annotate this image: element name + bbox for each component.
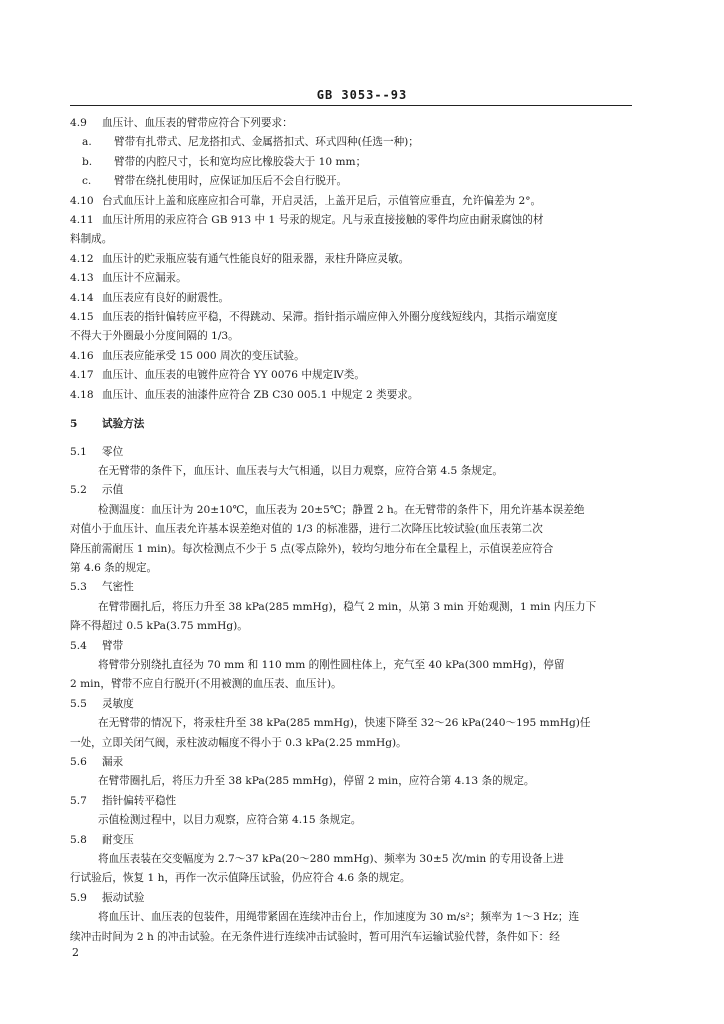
header-rule <box>70 105 632 106</box>
clause-number: 5.7 <box>70 794 87 807</box>
page-number: 2 <box>72 946 79 959</box>
clause-text: 血压表的指针偏转应平稳，不得跳动、呆滞。指针指示端应伸入外圈分度线短线内，其指示端宽度 <box>102 311 558 324</box>
clause-title: 指针偏转平稳性 <box>102 794 177 807</box>
clause-number: 4.13 <box>70 272 94 285</box>
document-body <box>70 114 636 947</box>
clause-number: 5.5 <box>70 697 87 710</box>
clause-4-14 <box>70 289 636 308</box>
clause-4-9-a <box>70 133 636 152</box>
clause-5-5-heading <box>70 695 636 714</box>
paragraph-line: 对值小于血压计、血压表允许基本误差绝对值的 1/3 的标准器，进行二次降压比较试验(血压表第二次 <box>70 523 543 536</box>
clause-title: 零位 <box>102 445 124 458</box>
clause-5-9-heading <box>70 889 636 908</box>
clause-number: 4.11 <box>70 214 94 227</box>
clause-title: 气密性 <box>102 581 134 594</box>
clause-4-9-b <box>70 153 636 172</box>
paragraph-line: 行试验后，恢复 1 h，再作一次示值降压试验，仍应符合 4.6 条的规定。 <box>70 872 411 885</box>
clause-number: 4.10 <box>70 194 94 207</box>
clause-text: 血压计的贮汞瓶应装有通气性能良好的阻汞器，汞柱升降应灵敏。 <box>102 252 410 265</box>
clause-number: 4.18 <box>70 388 94 401</box>
clause-title: 示值 <box>102 484 124 497</box>
list-text: 臂带在绕扎使用时，应保证加压后不会自行脱开。 <box>114 175 348 188</box>
paragraph-line: 检测温度：血压计为 20±10℃，血压表为 20±5℃；静置 2 h。在无臂带的条件下，用允许基本误差绝 <box>98 503 585 516</box>
clause-5-7-heading <box>70 792 636 811</box>
clause-4-9 <box>70 114 636 133</box>
clause-number: 4.17 <box>70 369 94 382</box>
clause-4-15-cont: 不得大于外圈最小分度间隔的 1/3。 <box>70 330 239 343</box>
clause-title: 漏汞 <box>102 756 124 768</box>
section-title: 试验方法 <box>102 418 145 431</box>
clause-text: 血压计、血压表的臂带应符合下列要求： <box>102 117 293 129</box>
paragraph-line: 在无臂带的情况下，将汞柱升至 38 kPa(285 mmHg)，快速下降至 32～26 kPa(240～195 mmHg)任 <box>98 717 591 730</box>
clause-number: 5.6 <box>70 756 87 768</box>
clause-number: 5.3 <box>70 581 87 594</box>
paragraph-line: 降不得超过 0.5 kPa(3.75 mmHg)。 <box>70 620 248 633</box>
clause-number: 4.9 <box>70 117 87 129</box>
clause-title: 臂带 <box>102 639 124 652</box>
clause-4-11-cont: 料制成。 <box>70 233 113 246</box>
clause-4-15 <box>70 308 636 327</box>
clause-5-6-heading <box>70 753 636 772</box>
section-5-heading <box>70 415 636 434</box>
clause-5-8-heading <box>70 831 636 850</box>
clause-4-13 <box>70 269 636 288</box>
clause-title: 振动试验 <box>102 891 145 904</box>
list-letter: b. <box>82 155 93 168</box>
paragraph-line: 续冲击时间为 2 h 的冲击试验。在无条件进行连续冲击试验时，暂可用汽车运输试验代替，条件如下：经 <box>70 930 560 943</box>
clause-number: 5.1 <box>70 445 87 458</box>
paragraph-line: 在无臂带的条件下，血压计、血压表与大气相通，以目力观察，应符合第 4.5 条规定。 <box>98 464 503 477</box>
clause-number: 5.4 <box>70 639 87 652</box>
paragraph-line: 在臂带圈扎后，将压力升至 38 kPa(285 mmHg)，稳气 2 min，从第 3 min 开始观测，1 min 内压力下 <box>98 600 597 613</box>
paragraph-line: 将血压计、血压表的包装件，用绳带紧固在连续冲击台上，作加速度为 30 m/s²；频率为 1～3 Hz；连 <box>98 911 580 924</box>
clause-4-10 <box>70 192 636 211</box>
clause-number: 4.15 <box>70 311 94 324</box>
clause-text: 血压计不应漏汞。 <box>102 272 187 285</box>
clause-text: 血压表应有良好的耐震性。 <box>102 291 230 304</box>
clause-4-17 <box>70 366 636 385</box>
paragraph-line: 降压前需耐压 1 min)。每次检测点不少于 5 点(零点除外)，较均匀地分布在全量程上，示值误差应符合 <box>70 542 554 555</box>
clause-4-9-c <box>70 172 636 191</box>
clause-number: 5.8 <box>70 833 87 846</box>
clause-number: 4.14 <box>70 291 94 304</box>
section-number: 5 <box>70 418 78 431</box>
clause-number: 4.12 <box>70 252 94 265</box>
clause-text: 台式血压计上盖和底座应扣合可靠，开启灵活，上盖开足后，示值管应垂直，允许偏差为 2°。 <box>102 194 542 207</box>
page-header: GB 3053--93 <box>316 88 408 102</box>
clause-4-12 <box>70 250 636 269</box>
clause-text: 血压计、血压表的油漆件应符合 ZB C30 005.1 中规定 2 类要求。 <box>102 388 419 401</box>
paragraph-line: 2 min，臂带不应自行脱开(不用被测的血压表、血压计)。 <box>70 678 342 691</box>
list-letter: a. <box>82 136 92 149</box>
clause-text: 血压计、血压表的电镀件应符合 YY 0076 中规定Ⅳ类。 <box>102 369 365 382</box>
clause-text: 血压计所用的汞应符合 GB 913 中 1 号汞的规定。凡与汞直接接触的零件均应由耐汞腐蚀的材 <box>102 214 544 227</box>
clause-5-2-heading <box>70 481 636 500</box>
clause-5-3-heading <box>70 578 636 597</box>
paragraph-line: 第 4.6 条的规定。 <box>70 561 158 574</box>
clause-4-18 <box>70 386 636 405</box>
clause-number: 5.2 <box>70 484 87 497</box>
list-letter: c. <box>82 175 92 188</box>
clause-title: 灵敏度 <box>102 697 134 710</box>
paragraph-line: 示值检测过程中，以目力观察，应符合第 4.15 条规定。 <box>98 814 362 827</box>
clause-text: 血压表应能承受 15 000 周次的变压试验。 <box>102 349 305 362</box>
paragraph-line: 在臂带圈扎后，将压力升至 38 kPa(285 mmHg)，停留 2 min，应符合第 4.13 条的规定。 <box>98 775 535 788</box>
paragraph-line: 将臂带分别绕扎直径为 70 mm 和 110 mm 的刚性圆柱体上，充气至 40 kPa(300 mmHg)，停留 <box>98 658 565 671</box>
paragraph-line: 将血压表装在交变幅度为 2.7～37 kPa(20～280 mmHg)、频率为 30±5 次/min 的专用设备上进 <box>98 853 564 866</box>
clause-number: 5.9 <box>70 891 87 904</box>
clause-4-16 <box>70 347 636 366</box>
clause-number: 4.16 <box>70 349 94 362</box>
clause-5-4-heading <box>70 637 636 656</box>
paragraph-line: 一处，立即关闭气阀，汞柱波动幅度不得小于 0.3 kPa(2.25 mmHg)。 <box>70 736 407 749</box>
list-text: 臂带有扎带式、尼龙搭扣式、金属搭扣式、环式四种(任选一种)； <box>114 136 419 149</box>
clause-5-1-heading <box>70 443 636 462</box>
clause-4-11 <box>70 211 636 230</box>
clause-title: 耐变压 <box>102 833 134 846</box>
list-text: 臂带的内腔尺寸，长和宽均应比橡胶袋大于 10 mm； <box>114 155 367 168</box>
